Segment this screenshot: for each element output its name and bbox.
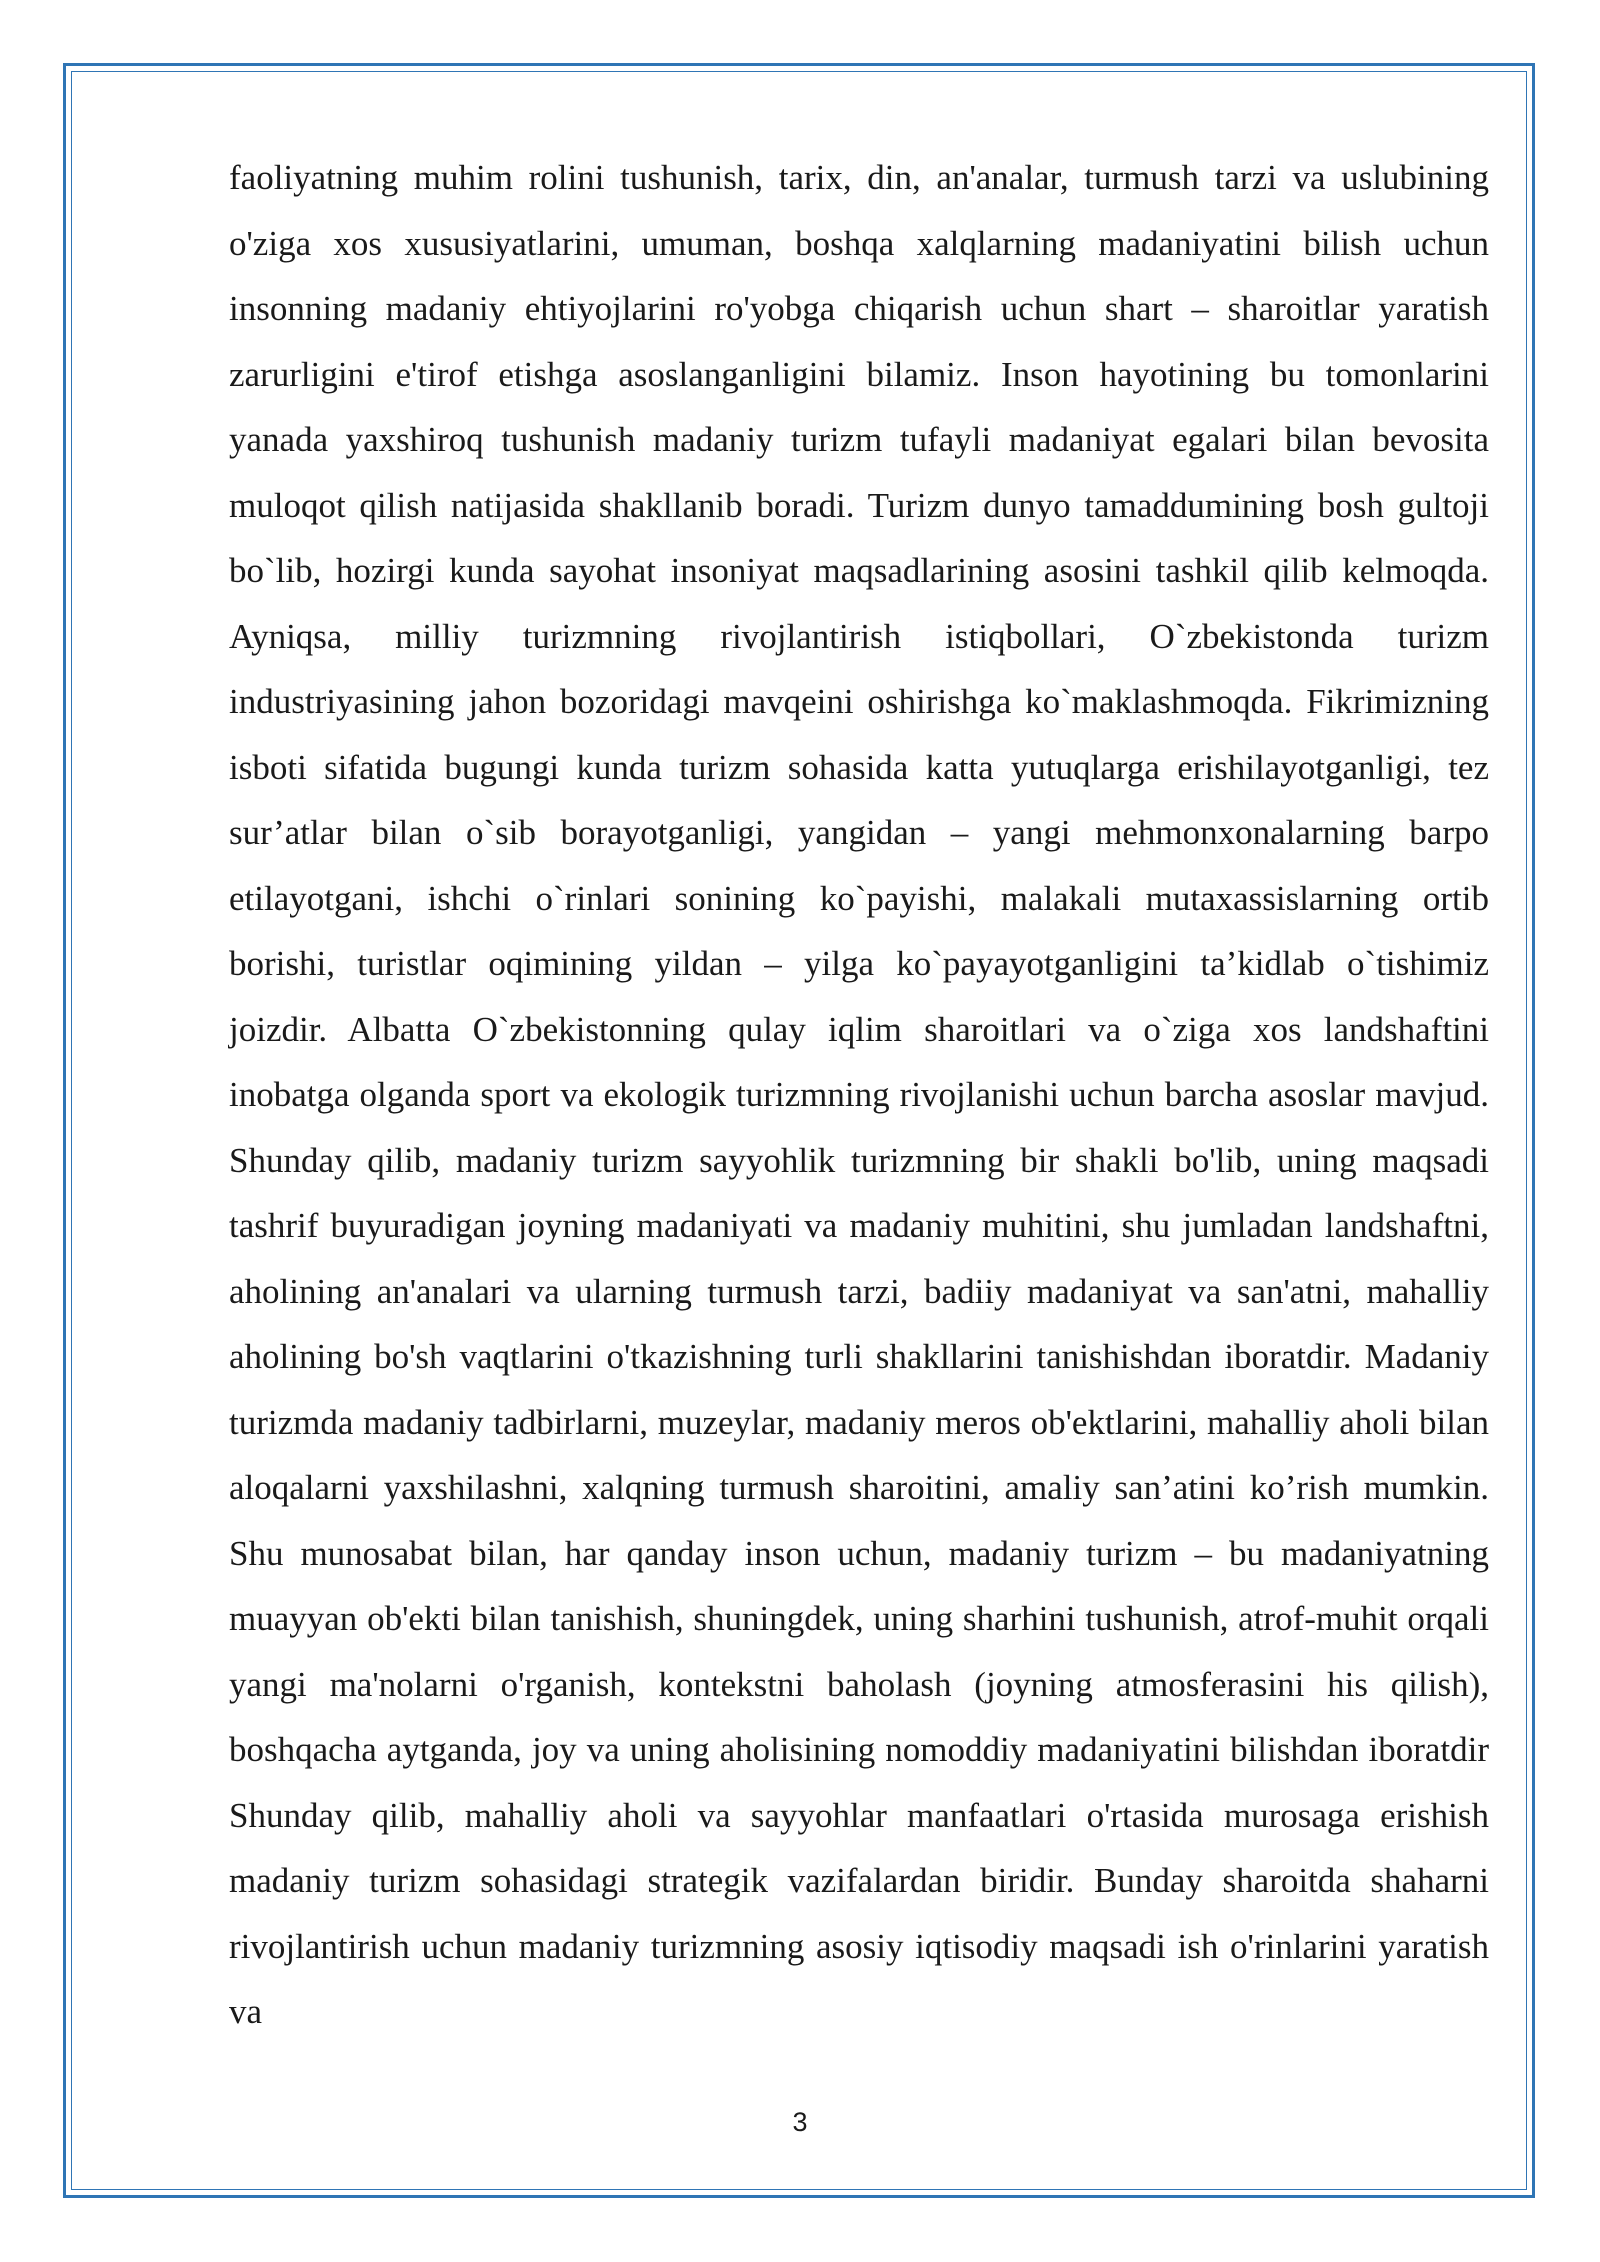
body-paragraph: faoliyatning muhim rolini tushunish, tarix, din, an'analar, turmush tarzi va uslubining o'ziga xos xususiyatlarini, umuman, boshqa xalqlarning madaniyatini bilish uchun insonning madaniy ehtiyojlarini ro'yobga chiqarish uchun shart – sharoitlar yaratish zarurligini e'tirof etishga asoslanganligini bilamiz. Inson hayotining bu tomonlarini yanada yaxshiroq tushunish madaniy turizm tufayli madaniyat egalari bilan bevosita muloqot qilish natijasida shakllanib boradi. Turizm dunyo tamaddumining bosh gultoji bo`lib, hozirgi kunda sayohat insoniyat maqsadlarining asosini tashkil qilib kelmoqda. Ayniqsa, milliy turizmning rivojlantirish istiqbollari, O`zbekistonda turizm industriyasining jahon bozoridagi mavqeini oshirishga ko`maklashmoqda. Fikrimizning isboti sifatida bugungi kunda turizm sohasida katta yutuqlarga erishilayotganligi, tez sur’atlar bilan o`sib borayotganligi, yangidan – yangi mehmonxonalarning barpo etilayotgani, ishchi o`rinlari sonining ko`payishi, malakali mutaxassislarning ortib borishi, turistlar oqimining yildan – yilga ko`payayotganligini ta’kidlab o`tishimiz joizdir. Albatta O`zbekistonning qulay iqlim sharoitlari va o`ziga xos landshaftini inobatga olganda sport va ekologik turizmning rivojlanishi uchun barcha asoslar mavjud. Shunday qilib, madaniy turizm sayyohlik turizmning bir shakli bo'lib, uning maqsadi tashrif buyuradigan joyning madaniyati va madaniy muhitini, shu jumladan landshaftni, aholining an'analari va ularning turmush tarzi, badiiy madaniyat va san'atni, mahalliy aholining bo'sh vaqtlarini o'tkazishning turli shakllarini tanishishdan iboratdir. Madaniy turizmda madaniy tadbirlarni, muzeylar, madaniy meros ob'ektlarini, mahalliy aholi bilan aloqalarni yaxshilashni, xalqning turmush sharoitini, amaliy san’atini ko’rish mumkin. Shu munosabat bilan, har qanday inson uchun, madaniy turizm – bu madaniyatning muayyan ob'ekti bilan tanishish, shuningdek, uning sharhini tushunish, atrof-muhit orqali yangi ma'nolarni o'rganish, kontekstni baholash (joyning atmosferasini his qilish), boshqacha aytganda, joy va uning aholisining nomoddiy madaniyatini bilishdan iboratdir Shunday qilib, mahalliy aholi va sayyohlar manfaatlari o'rtasida murosaga erishish madaniy turizm sohasidagi strategik vazifalardan biridir. Bunday sharoitda shaharni rivojlantirish uchun madaniy turizmning asosiy iqtisodiy maqsadi ish o'rinlarini yaratish va [229,158,1489,2031]
page-number: 3 [792,2107,808,2137]
